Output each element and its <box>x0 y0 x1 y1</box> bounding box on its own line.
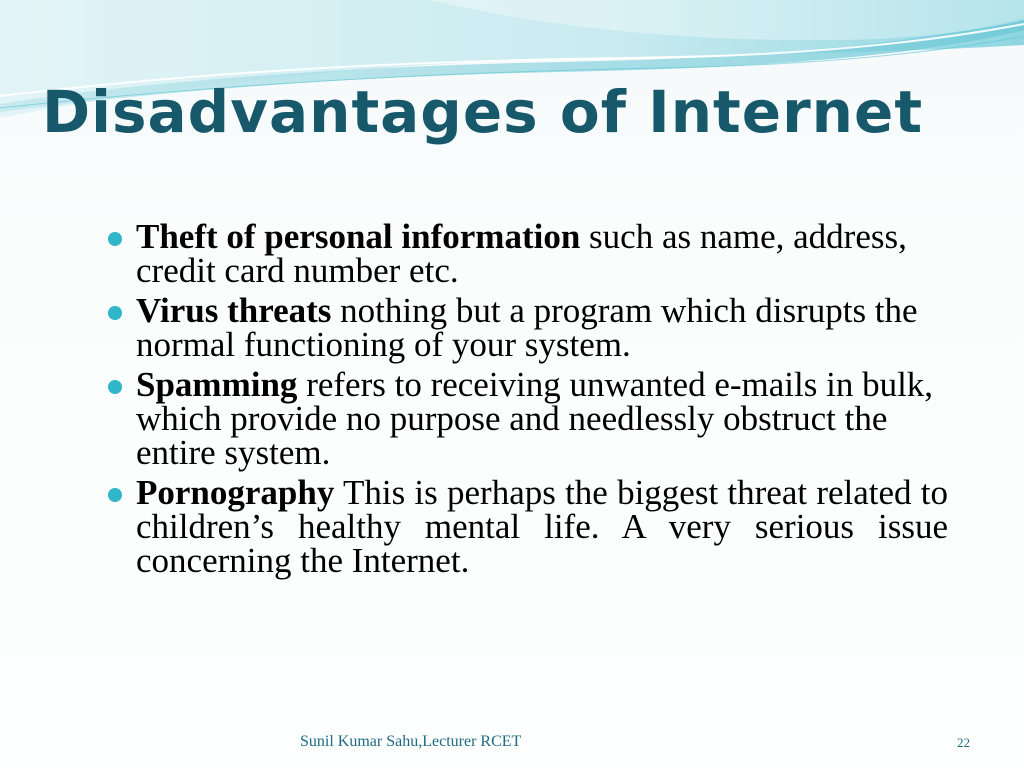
bullet-term: Spamming <box>136 365 298 404</box>
bullet-dot-icon <box>108 380 122 394</box>
bullet-item-spamming <box>108 365 948 472</box>
bullet-term: Virus threats <box>136 291 332 330</box>
slide-title: Disadvantages of Internet <box>42 78 924 146</box>
bullet-term: Theft of personal information <box>136 217 581 256</box>
bullet-dot-icon <box>108 488 122 502</box>
bullet-text: nothing but a program which disrupts the normal functioning of your system. <box>136 291 918 364</box>
bullet-text: refers to receiving unwanted e-mails in bulk, which provide no purpose and needlessly obstruct the entire system. <box>136 365 934 472</box>
bullet-item-theft <box>108 217 948 290</box>
footer-author: Sunil Kumar Sahu,Lecturer RCET <box>300 733 522 750</box>
bullet-list <box>108 217 948 584</box>
bullet-item-virus <box>108 291 948 364</box>
bullet-item-pornography <box>108 473 948 580</box>
bullet-text: such as name, address, credit card number etc. <box>136 217 907 290</box>
bullet-dot-icon <box>108 232 122 246</box>
bullet-dot-icon <box>108 306 122 320</box>
bullet-text: This is perhaps the biggest threat related to children’s healthy mental life. A very serious issue concerning the Internet. <box>136 473 948 580</box>
page-number: 22 <box>957 735 970 750</box>
bullet-term: Pornography <box>136 473 335 512</box>
